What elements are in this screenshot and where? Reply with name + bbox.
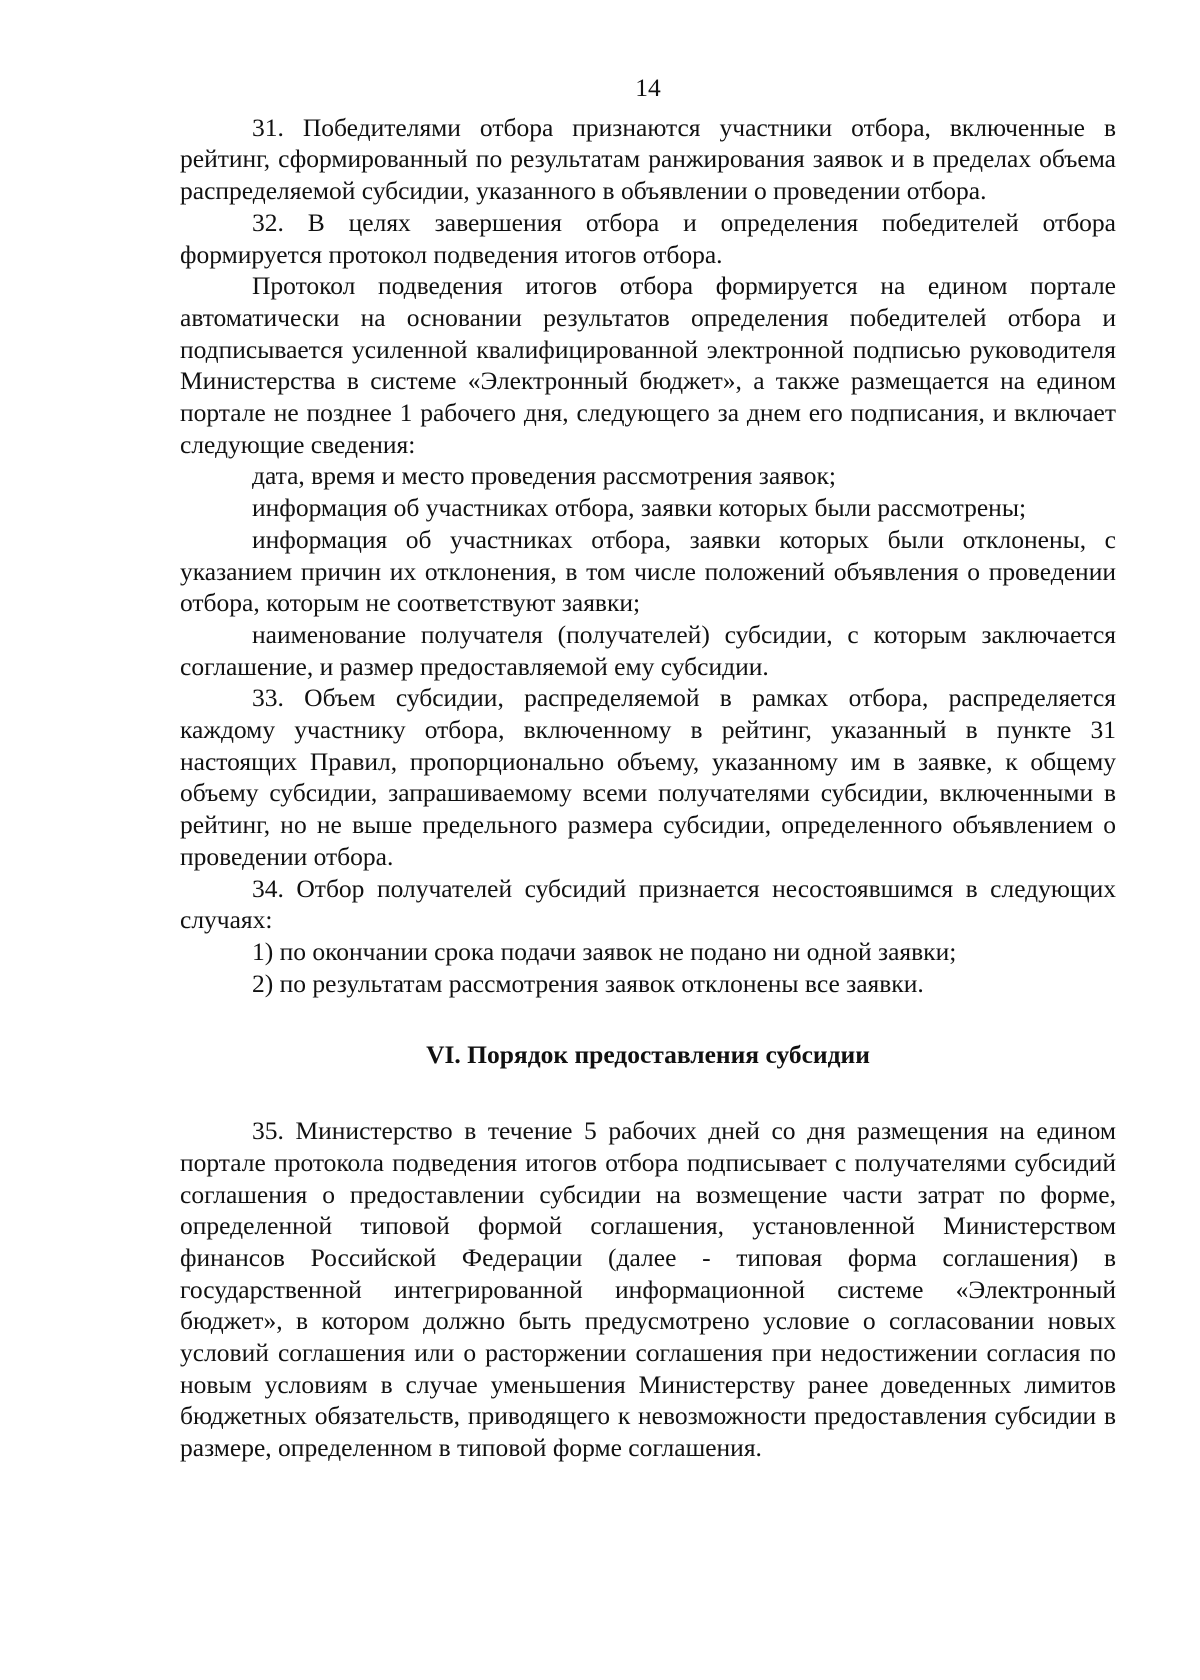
paragraph-33: 33. Объем субсидии, распределяемой в рамках отбора, распределяется каждому участнику отбора, включенному в рейтинг, указанный в пункте 31 настоящих Правил, пропорционально объему, указанному им в заявке, к общему объему субсидии, запрашиваемому всеми получателями субсидии, включенными в рейтинг, но не выше предельного размера субсидии, определенного объявлением о проведении отбора. [180, 683, 1116, 871]
list-item-case-1: 1) по окончании срока подачи заявок не подано ни одной заявки; [252, 936, 957, 966]
list-item-recipient: наименование получателя (получателей) субсидии, с которым заключается соглашение, и размер предоставляемой ему субсидии. [180, 619, 1116, 681]
paragraph-protocol: Протокол подведения итогов отбора формируется на едином портале автоматически на основании результатов определения победителей отбора и подписывается усиленной квалифицированной электронной подписью руководителя Министерства в системе «Электронный бюджет», а также размещается на едином портале не позднее 1 рабочего дня, следующего за днем его подписания, и включает следующие сведения: [180, 271, 1116, 459]
page-number: 14 [635, 73, 661, 102]
document-page [180, 72, 1116, 1464]
list-item-reviewed: информация об участниках отбора, заявки которых были рассмотрены; [252, 493, 1027, 523]
paragraph-31: 31. Победителями отбора признаются участники отбора, включенные в рейтинг, сформированный по результатам ранжирования заявок и в пределах объема распределяемой субсидии, указанного в объявлении о проведении отбора. [180, 112, 1116, 206]
section-heading: VI. Порядок предоставления субсидии [426, 1040, 870, 1070]
paragraph-34: 34. Отбор получателей субсидий признается несостоявшимся в следующих случаях: [180, 873, 1116, 935]
list-item-date: дата, время и место проведения рассмотрения заявок; [252, 461, 836, 491]
list-item-case-2: 2) по результатам рассмотрения заявок отклонены все заявки. [252, 968, 924, 998]
list-item-rejected: информация об участниках отбора, заявки которых были отклонены, с указанием причин их отклонения, в том числе положений объявления о проведении отбора, которым не соответствуют заявки; [180, 524, 1116, 618]
paragraph-32: 32. В целях завершения отбора и определения победителей отбора формируется протокол подведения итогов отбора. [180, 207, 1116, 269]
paragraph-35: 35. Министерство в течение 5 рабочих дней со дня размещения на едином портале протокола подведения итогов отбора подписывает с получателями субсидий соглашения о предоставлении субсидии на возмещение части затрат по форме, определенной типовой формой соглашения, установленной Министерством финансов Российской Федерации (далее - типовая форма соглашения) в государственной интегрированной информационной системе «Электронный бюджет», в котором должно быть предусмотрено условие о согласовании новых условий соглашения или о расторжении соглашения при недостижении согласия по новым условиям в случае уменьшения Министерству ранее доведенных лимитов бюджетных обязательств, приводящего к невозможности предоставления субсидии в размере, определенном в типовой форме соглашения. [180, 1116, 1116, 1463]
